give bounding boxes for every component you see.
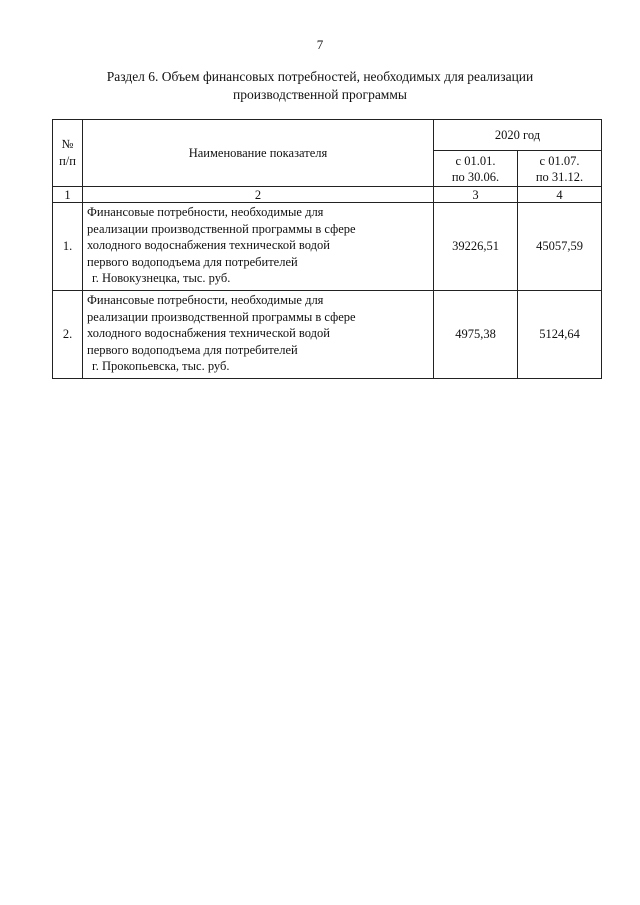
financial-needs-table [52, 119, 602, 379]
header-year-cell: 2020 год [434, 120, 602, 151]
header-period-2-start: с 01.07. [539, 153, 580, 168]
row-indicator-name [83, 203, 434, 291]
column-index-2: 2 [83, 187, 434, 203]
column-index-row [53, 187, 602, 203]
row-name-line: Финансовые потребности, необходимые для [87, 205, 324, 219]
row-number: 2. [53, 291, 83, 379]
table-row [53, 291, 602, 379]
header-period-1 [434, 151, 518, 187]
row-name-line: г. Прокопьевска, тыс. руб. [92, 359, 230, 373]
header-num-symbol: № [61, 137, 74, 151]
row-name-line: первого водоподъема для потребителей [87, 342, 298, 357]
column-index-4: 4 [518, 187, 602, 203]
header-period-2-end: по 31.12. [535, 169, 584, 184]
row-name-line: реализации производственной программы в сфере [87, 221, 356, 236]
row-name-line: г. Новокузнецка, тыс. руб. [92, 271, 231, 285]
section-title [60, 68, 580, 104]
header-period-2 [518, 151, 602, 187]
page-number: 7 [316, 37, 324, 52]
header-name-cell: Наименование показателя [83, 120, 434, 187]
row-name-line: Финансовые потребности, необходимые для [87, 293, 324, 307]
row-name-line: холодного водоснабжения технической водой [87, 238, 330, 252]
row-value-period-2: 45057,59 [518, 203, 602, 291]
row-name-line: реализации производственной программы в сфере [87, 309, 356, 324]
row-value-period-1: 4975,38 [434, 291, 518, 379]
column-index-3: 3 [434, 187, 518, 203]
header-num-cell [53, 120, 83, 187]
header-row-top [53, 120, 602, 151]
row-name-line: холодного водоснабжения технической водой [87, 326, 330, 340]
section-title-line-1: Раздел 6. Объем финансовых потребностей, необходимых для реализации [106, 69, 534, 84]
table-row [53, 203, 602, 291]
row-indicator-name [83, 291, 434, 379]
row-number: 1. [53, 203, 83, 291]
header-period-1-start: с 01.01. [455, 153, 496, 168]
column-index-1: 1 [53, 187, 83, 203]
header-period-1-end: по 30.06. [451, 169, 500, 184]
header-num-label: п/п [59, 154, 76, 168]
section-title-line-2: производственной программы [233, 87, 407, 102]
row-name-line: первого водоподъема для потребителей [87, 254, 298, 269]
row-value-period-1: 39226,51 [434, 203, 518, 291]
row-value-period-2: 5124,64 [518, 291, 602, 379]
